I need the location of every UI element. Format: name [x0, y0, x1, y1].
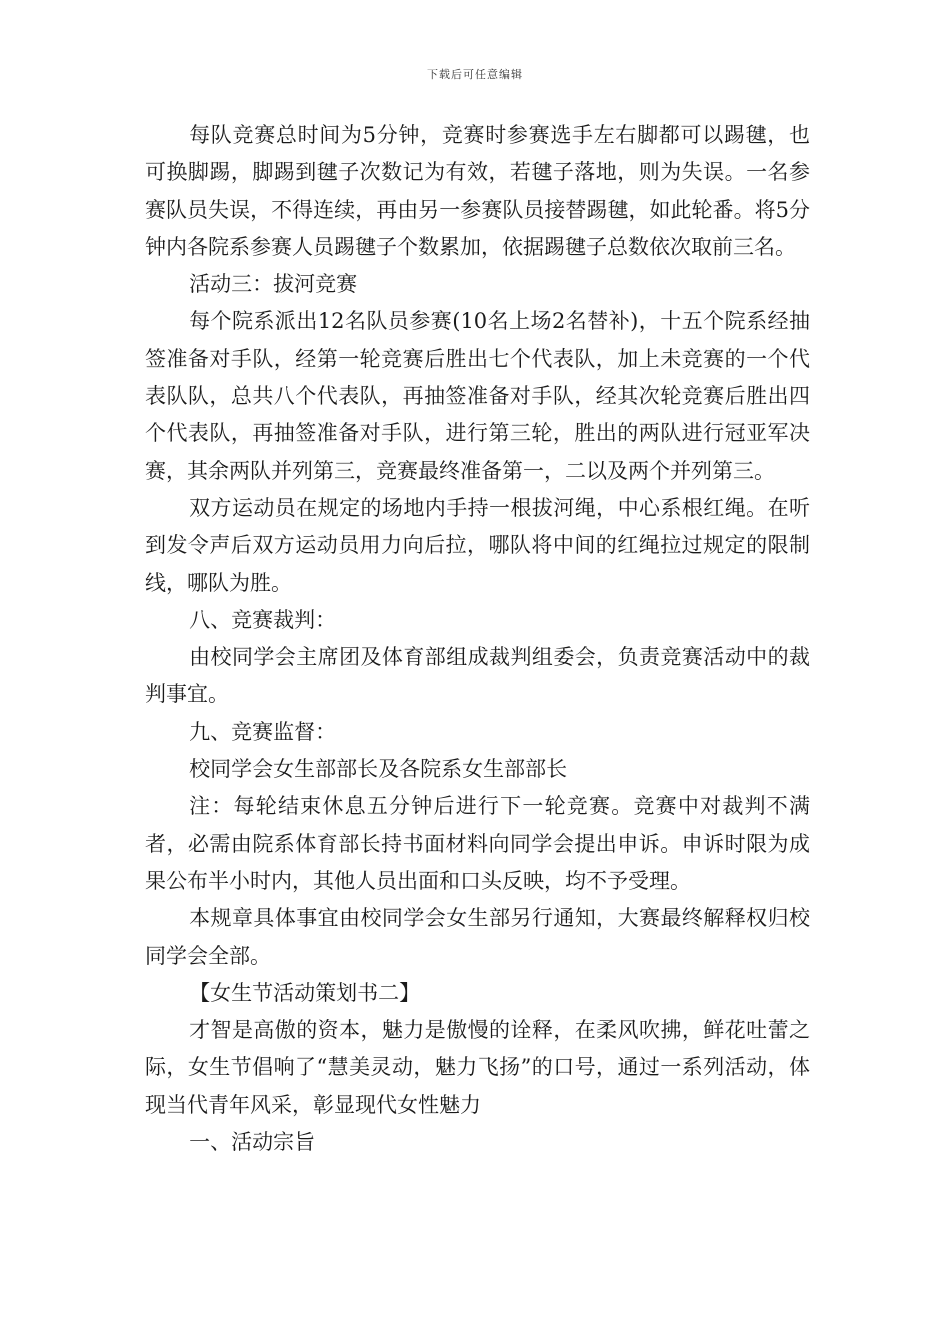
heading-section-one: 一、活动宗旨	[189, 1130, 316, 1155]
document-body	[145, 117, 810, 1161]
heading-section-nine: 九、竞赛监督：	[189, 719, 337, 744]
paragraph-supervision: 校同学会女生部部长及各院系女生部部长	[189, 757, 568, 782]
heading-plan-two: 【女生节活动策划书二】	[189, 980, 421, 1005]
paragraph-intro: 才智是高傲的资本，魅力是傲慢的诠释，在柔风吹拂，鲜花吐蕾之际，女生节倡响了“慧美灵动，魅力飞扬”的口号，通过一系列活动，体现当代青年风采，彰显现代女性魅力	[145, 1018, 810, 1117]
heading-activity-three: 活动三：拔河竞赛	[189, 272, 358, 297]
paragraph-tug-of-war-format: 每个院系派出12名队员参赛(10名上场2名替补)，十五个院系经抽签准备对手队，经第一轮竞赛后胜出七个代表队，加上未竞赛的一个代表队队，总共八个代表队，再抽签准备对手队，经其次轮竞赛后胜出四个代表队，再抽签准备对手队，进行第三轮，胜出的两队进行冠亚军决赛，其余两队并列第三，竞赛最终准备第一，二以及两个并列第三。	[145, 309, 810, 483]
paragraph-note: 注：每轮结束休息五分钟后进行下一轮竞赛。竞赛中对裁判不满者，必需由院系体育部长持书面材料向同学会提出申诉。申诉时限为成果公布半小时内，其他人员出面和口头反映，均不予受理。	[145, 794, 810, 893]
heading-section-eight: 八、竞赛裁判：	[189, 607, 337, 632]
paragraph-shuttlecock-rules: 每队竞赛总时间为5分钟，竞赛时参赛选手左右脚都可以踢毽，也可换脚踢，脚踢到毽子次数记为有效，若毽子落地，则为失误。一名参赛队员失误，不得连续，再由另一参赛队员接替踢毽，如此轮番。将5分钟内各院系参赛人员踢毽子个数累加，依据踢毽子总数依次取前三名。	[145, 123, 810, 259]
paragraph-final-interpretation: 本规章具体事宜由校同学会女生部另行通知，大赛最终解释权归校同学会全部。	[145, 906, 810, 968]
paragraph-referees: 由校同学会主席团及体育部组成裁判组委会，负责竞赛活动中的裁判事宜。	[145, 645, 810, 707]
paragraph-tug-of-war-rules: 双方运动员在规定的场地内手持一根拔河绳，中心系根红绳。在听到发令声后双方运动员用力向后拉，哪队将中间的红绳拉过规定的限制线，哪队为胜。	[145, 495, 810, 595]
page-header: 下载后可任意编辑	[427, 68, 523, 81]
